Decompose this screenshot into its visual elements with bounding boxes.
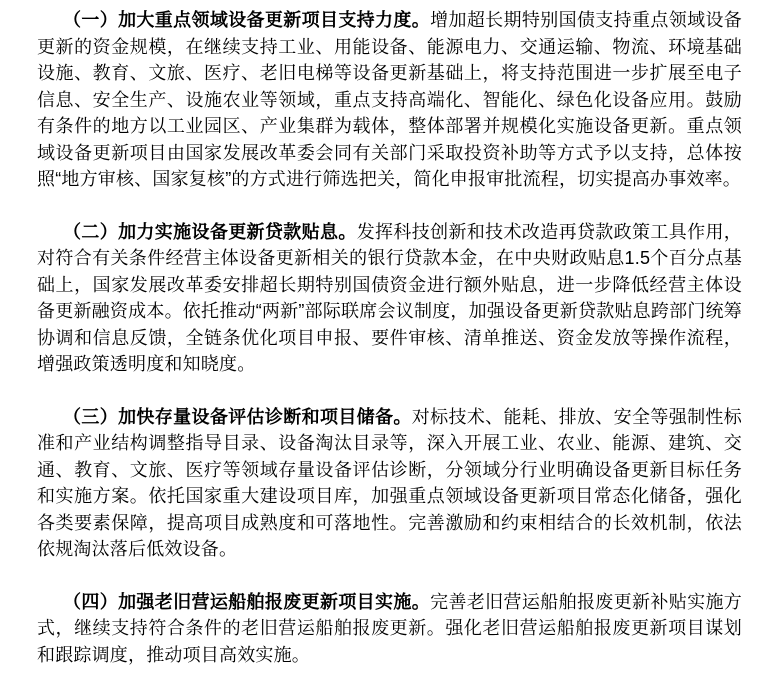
paragraph-4-heading: （四）加强老旧营运船舶报废更新项目实施。 <box>63 591 431 612</box>
policy-paragraph-3 <box>37 404 742 563</box>
policy-paragraph-4 <box>37 589 742 669</box>
paragraph-2-heading: （二）加力实施设备更新贷款贴息。 <box>63 221 357 242</box>
paragraph-2-body: 发挥科技创新和技术改造再贷款政策工具作用，对符合有关条件经营主体设备更新相关的银行贷款本金，在中央财政贴息1.5个百分点基础上，国家发展改革委安排超长期特别国债资金进行额外贴息，进一步降低经营主体设备更新融资成本。依托推动“两新”部际联席会议制度，加强设备更新贷款贴息跨部门统筹协调和信息反馈，全链条优化项目申报、要件审核、清单推送、资金发放等操作流程，增强政策透明度和知晓度。 <box>37 221 742 374</box>
policy-paragraph-1 <box>37 7 742 193</box>
paragraph-1-heading: （一）加大重点领域设备更新项目支持力度。 <box>63 10 431 30</box>
paragraph-3-heading: （三）加快存量设备评估诊断和项目储备。 <box>63 406 412 427</box>
paragraph-1-body: 增加超长期特别国债支持重点领域设备更新的资金规模，在继续支持工业、用能设备、能源电力、交通运输、物流、环境基础设施、教育、文旅、医疗、老旧电梯等设备更新基础上，将支持范围进一步扩展至电子信息、安全生产、设施农业等领域，重点支持高端化、智能化、绿色化设备应用。鼓励有条件的地方以工业园区、产业集群为载体，整体部署并规模化实施设备更新。重点领域设备更新项目由国家发展改革委会同有关部门采取投资补助等方式予以支持，总体按照“地方审核、国家复核”的方式进行筛选把关，简化申报审批流程，切实提高办事效率。 <box>37 10 742 189</box>
paragraph-3-body: 对标技术、能耗、排放、安全等强制性标准和产业结构调整指导目录、设备淘汰目录等，深入开展工业、农业、能源、建筑、交通、教育、文旅、医疗等领域存量设备评估诊断，分领域分行业明确设备更新目标任务和实施方案。依托国家重大建设项目库，加强重点领域设备更新项目常态化储备，强化各类要素保障，提高项目成熟度和可落地性。完善激励和约束相结合的长效机制，依法依规淘汰落后低效设备。 <box>37 406 742 559</box>
policy-paragraph-2 <box>37 219 742 378</box>
paragraph-4-body: 完善老旧营运船舶报废更新补贴实施方式，继续支持符合条件的老旧营运船舶报废更新。强化老旧营运船舶报废更新项目谋划和跟踪调度，推动项目高效实施。 <box>37 591 742 665</box>
